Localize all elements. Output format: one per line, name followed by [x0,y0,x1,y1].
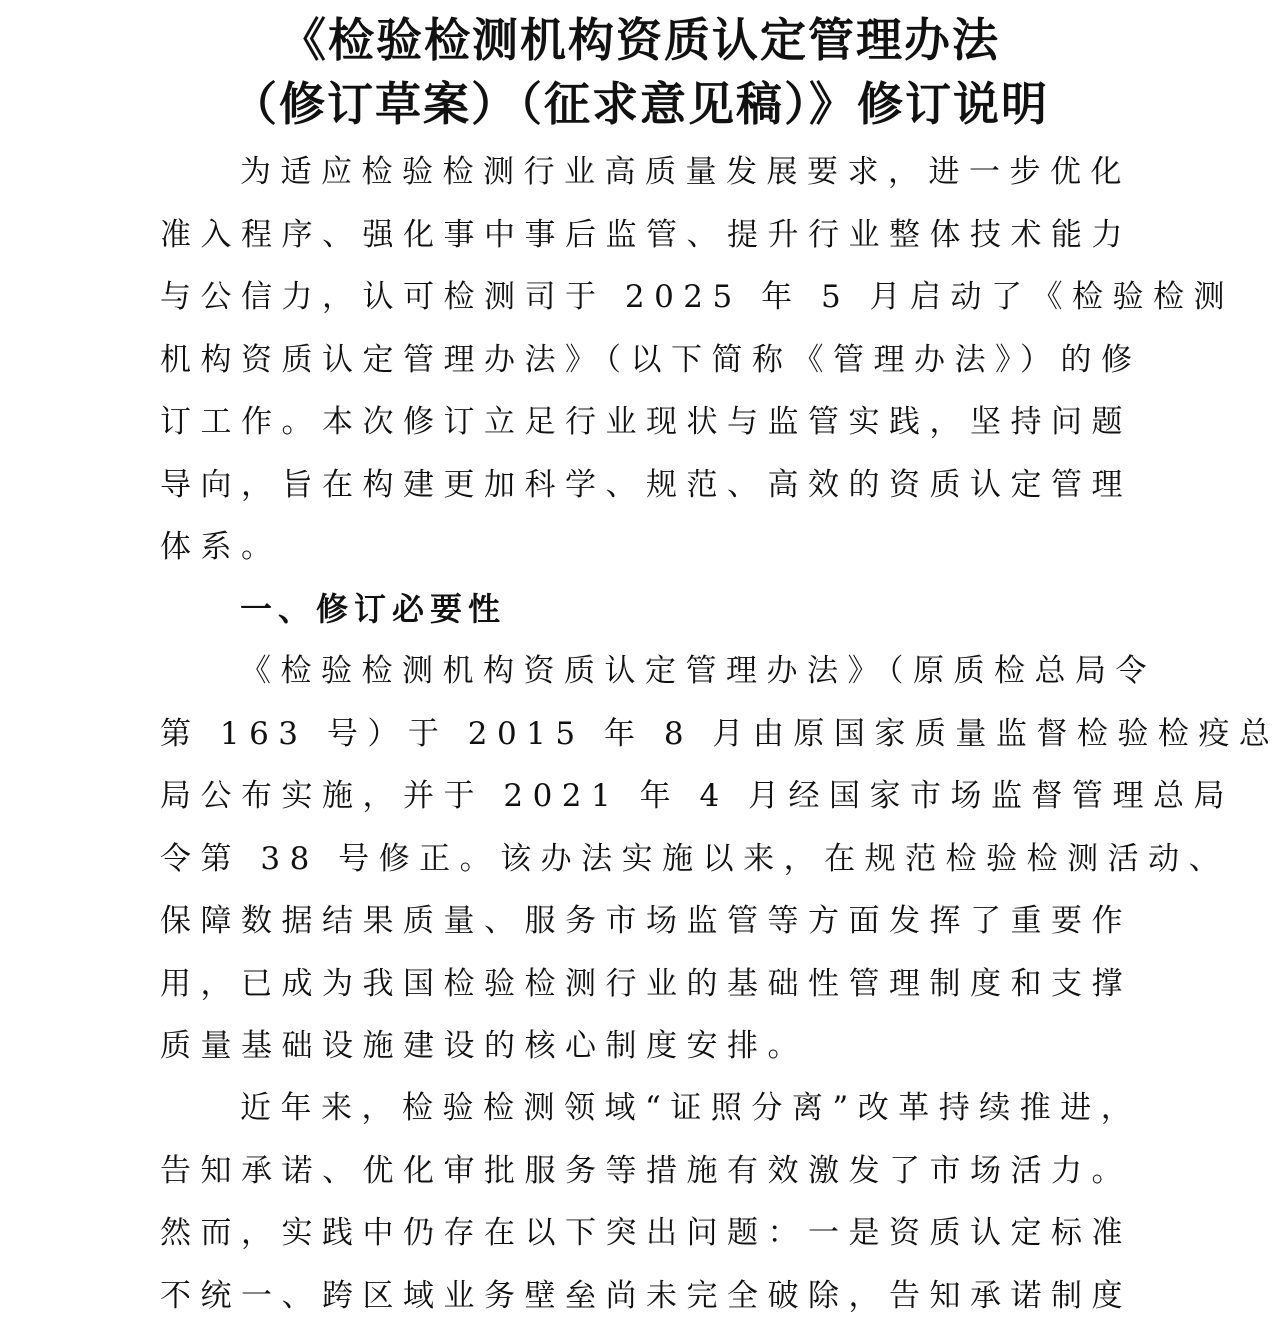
text-line: 不统一、跨区域业务壁垒尚未完全破除，告知承诺制度 [160,1277,1132,1314]
text-line: 质量基础设施建设的核心制度安排。 [160,1028,808,1064]
text-line: 《检验检测机构资质认定管理办法》（原质检总局令 [240,653,1156,689]
text-line: 导向，旨在构建更加科学、规范、高效的资质认定管理 [160,466,1132,503]
text-line: 近年来，检验检测领域“证照分离”改革持续推进， [240,1090,1142,1126]
text-line: 机构资质认定管理办法》（以下简称《管理办法》）的修 [160,341,1142,378]
text-line: 为适应检验检测行业高质量发展要求，进一步优化 [240,154,1131,190]
text-line: 局公布实施，并于 2021 年 4 月经国家市场监督管理总局 [160,778,1235,814]
text-line: 然而，实践中仍存在以下突出问题：一是资质认定标准 [160,1215,1132,1251]
necessity-paragraph-2 [160,1077,1142,1327]
document-title-line-2: （修订草案）（征求意见稿）》修订说明 [231,77,1049,131]
text-line: 告知承诺、优化审批服务等措施有效激发了市场活力。 [160,1152,1132,1189]
text-line: 准入程序、强化事中事后监管、提升行业整体技术能力 [160,216,1132,253]
section-heading: 一、修订必要性 [240,590,507,628]
text-line: 与公信力，认可检测司于 2025 年 5 月启动了《检验检测 [160,279,1235,315]
document-title-line-1: 《检验检测机构资质认定管理办法 [280,13,1000,67]
text-line: 令第 38 号修正。该办法实施以来，在规范检验检测活动、 [160,840,1230,877]
text-line: 保障数据结果质量、服务市场监管等方面发挥了重要作 [160,903,1132,939]
text-line: 用，已成为我国检验检测行业的基础性管理制度和支撑 [160,965,1132,1002]
text-line: 体系。 [160,529,282,565]
text-line: 第 163 号）于 2015 年 8 月由原国家质量监督检验检疫总 [160,715,1280,752]
intro-paragraph [160,141,1235,579]
text-line: 订工作。本次修订立足行业现状与监管实践，坚持问题 [160,404,1132,440]
necessity-paragraph-1 [160,640,1280,1078]
